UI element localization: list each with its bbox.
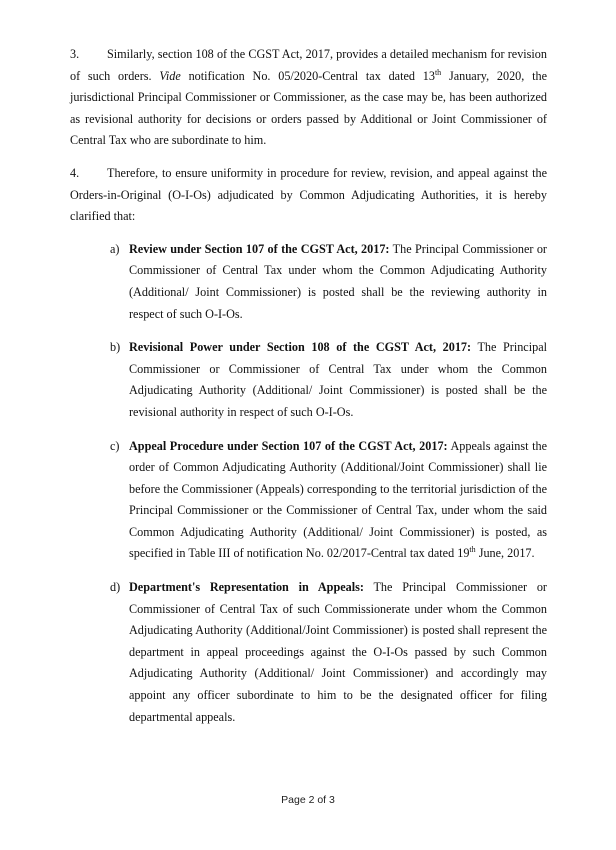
clarification-list [70, 239, 547, 728]
item-heading: Department's Representation in Appeals: [129, 580, 364, 595]
paragraph-4 [70, 163, 547, 228]
list-item-b [70, 337, 547, 423]
paragraph-3 [70, 44, 547, 152]
item-text: The Principal Commissioner or Commissioner of Central Tax of such Commissionerate under whom the Common Adjudicating Authority (Additional/Joint Commissioner) is posted shall represent the department in appeal proceedings against the O-I-Os passed by such Common Adjudicating Authority (Additional/ Joint Commissioner) and accordingly may appoint any officer subordinate to him to be the designated officer for filing departmental appeals. [129, 580, 547, 724]
item-text: June, 2017. [475, 546, 535, 561]
paragraph-number: 3. [70, 47, 80, 61]
superscript: th [434, 67, 442, 77]
list-item-d [70, 577, 547, 728]
list-item-a [70, 239, 547, 325]
document-page [70, 44, 547, 740]
list-marker: a) [110, 241, 120, 256]
list-marker: d) [110, 580, 121, 595]
superscript: th [469, 545, 476, 555]
page-number: Page 2 of 3 [281, 794, 335, 806]
item-heading: Review under Section 107 of the CGST Act, 2017: [129, 241, 390, 256]
list-marker: b) [110, 340, 121, 355]
paragraph-text: Therefore, to ensure uniformity in procedure for review, revision, and appeal against the Orders-in-Original (O-I-Os) adjudicated by Common Adjudicating Authorities, it is hereby clarified that: [70, 165, 547, 224]
list-item-c [70, 436, 547, 566]
paragraph-number: 4. [70, 165, 80, 180]
paragraph-text: Similarly, section 108 of the CGST Act, 2017, provides a detailed mechanism for revision of such orders. [70, 47, 547, 83]
vide-text: Vide [159, 68, 181, 83]
item-text: Appeals against the order of Common Adjudicating Authority (Additional/Joint Commissioner) shall lie before the Commissioner (Appeals) corresponding to the territorial jurisdiction of the Principal Commissioner or the Commissioner of Central Tax, under whom the said Common Adjudicating Authority (Additional/ Joint Commissioner) is posted, as specified in Table III of notification No. 02/2017-Central tax dated 19 [129, 438, 547, 561]
item-heading: Revisional Power under Section 108 of the CGST Act, 2017: [129, 340, 472, 355]
paragraph-text: notification No. 05/2020-Central tax dated 13 [180, 68, 435, 83]
item-text: The Principal Commissioner or Commissioner of Central Tax under whom the Common Adjudicating Authority (Additional/ Joint Commissioner) is posted shall be the reviewing authority in respect of such O-I-Os. [129, 241, 547, 321]
item-heading: Appeal Procedure under Section 107 of the CGST Act, 2017: [129, 438, 448, 453]
paragraph-text: January, 2020, the jurisdictional Principal Commissioner or Commissioner, as the case may be, has been authorized as revisional authority for decisions or orders passed by Additional or Joint Commissioner of Central Tax who are subordinate to him. [70, 68, 547, 148]
item-text: The Principal Commissioner or Commissioner of Central Tax under whom the Common Adjudicating Authority (Additional/ Joint Commissioner) is posted shall be the revisional authority in respect of such O-I-Os. [129, 340, 547, 419]
list-marker: c) [110, 438, 120, 453]
